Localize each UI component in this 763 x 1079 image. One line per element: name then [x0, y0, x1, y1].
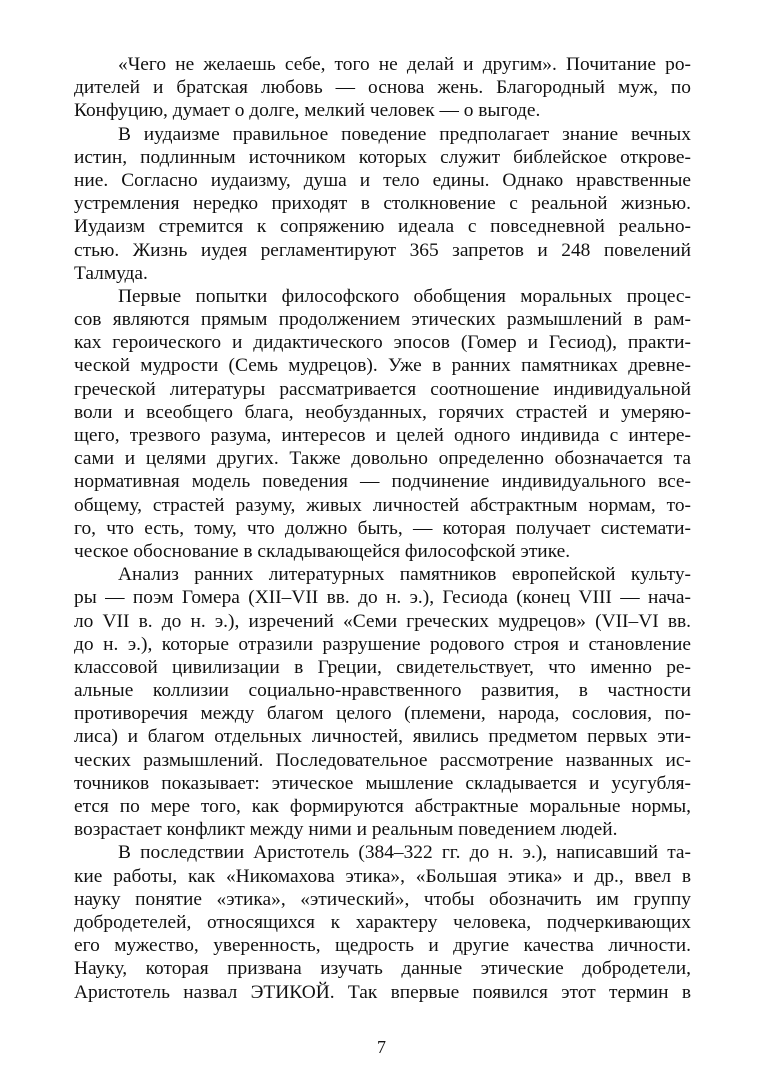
text-line: до н. э.), которые отразили разрушение родового строя и становление	[74, 633, 691, 655]
text-line: ках героического и дидактического эпосов (Гомер и Гесиод), практи-	[74, 332, 691, 354]
text-line: В иудаизме правильное поведение предполагает знание вечных	[118, 123, 691, 145]
page-number: 7	[377, 1037, 386, 1057]
text-line: общему, страстей разуму, живых личностей абстрактным нормам, то-	[74, 494, 691, 516]
text-line: стью. Жизнь иудея регламентируют 365 запретов и 248 повелений	[74, 239, 691, 261]
text-line: Первые попытки философского обобщения моральных процес-	[118, 285, 691, 307]
text-line: сов являются прямым продолжением этических размышлений в рам-	[74, 309, 691, 331]
text-line: альные коллизии социально-нравственного развития, в частности	[74, 680, 691, 702]
page-text	[74, 53, 691, 1004]
text-line: возрастает конфликт между ними и реальным поведением людей.	[74, 819, 618, 841]
text-line: классовой цивилизации в Греции, свидетельствует, что именно ре-	[74, 656, 691, 678]
text-line: «Чего не желаешь себе, того не делай и другим». Почитание ро-	[118, 54, 691, 75]
paragraph	[74, 563, 691, 841]
text-line: истин, подлинным источником которых служит библейское открове-	[74, 146, 691, 168]
text-line: Анализ ранних литературных памятников европейской культу-	[118, 564, 691, 586]
text-line: противоречия между благом целого (племени, народа, сословия, по-	[74, 703, 691, 725]
text-line: Конфуцию, думает о долге, мелкий человек — о выгоде.	[74, 100, 541, 122]
text-line: ческое обоснование в складывающейся философской этике.	[74, 540, 571, 562]
text-line: сами и целями других. Также довольно определенно обозначается та	[74, 448, 691, 470]
text-line: греческой литературы рассматривается соотношение индивидуальной	[74, 378, 691, 400]
paragraph	[74, 53, 691, 123]
text-line: нормативная модель поведения — подчинение индивидуального все-	[74, 471, 691, 493]
text-line: ры — поэм Гомера (XII–VII вв. до н. э.), Гесиода (конец VIII — нача-	[74, 587, 691, 609]
paragraph	[74, 285, 691, 563]
text-line: ческих размышлений. Последовательное рассмотрение названных ис-	[74, 749, 691, 771]
text-line: ло VII в. до н. э.), изречений «Семи греческих мудрецов» (VII–VI вв.	[74, 610, 691, 632]
paragraph	[74, 123, 691, 285]
text-line: В последствии Аристотель (384–322 гг. до н. э.), написавший та-	[118, 842, 691, 864]
text-line: добродетелей, относящихся к характеру человека, подчеркивающих	[74, 911, 691, 933]
text-line: ние. Согласно иудаизму, душа и тело едины. Однако нравственные	[74, 169, 691, 191]
text-line: воли и всеобщего блага, необузданных, горячих страстей и умеряю-	[74, 401, 691, 423]
text-line: кие работы, как «Никомахова этика», «Большая этика» и др., ввел в	[74, 865, 691, 887]
text-line: Науку, которая призвана изучать данные этические добродетели,	[74, 958, 691, 980]
text-line: науку понятие «этика», «этический», чтобы обозначить им группу	[74, 888, 691, 910]
text-line: его мужество, уверенность, щедрость и другие качества личности.	[74, 935, 691, 957]
text-line: лиса) и благом отдельных личностей, явились предметом первых эти-	[74, 726, 691, 748]
text-line: ется по мере того, как формируются абстрактные моральные нормы,	[74, 796, 691, 817]
text-line: точников показывает: этическое мышление складывается и усугубля-	[74, 772, 691, 794]
text-line: щего, трезвого разума, интересов и целей одного индивида с интере-	[74, 425, 691, 446]
text-line: го, что есть, тому, что должно быть, — которая получает системати-	[74, 517, 691, 539]
text-line: дителей и братская любовь — основа жень. Благородный муж, по	[74, 77, 691, 99]
text-line: Иудаизм стремится к сопряжению идеала с повседневной реально-	[74, 216, 691, 238]
text-line: Аристотель назвал ЭТИКОЙ. Так впервые появился этот термин в	[74, 981, 691, 1003]
text-line: ческой мудрости (Семь мудрецов). Уже в ранних памятниках древне-	[74, 355, 691, 377]
paragraph	[74, 841, 691, 1003]
text-line: устремления нередко приходят в столкновение с реальной жизнью.	[74, 193, 691, 215]
text-line: Талмуда.	[74, 262, 148, 284]
